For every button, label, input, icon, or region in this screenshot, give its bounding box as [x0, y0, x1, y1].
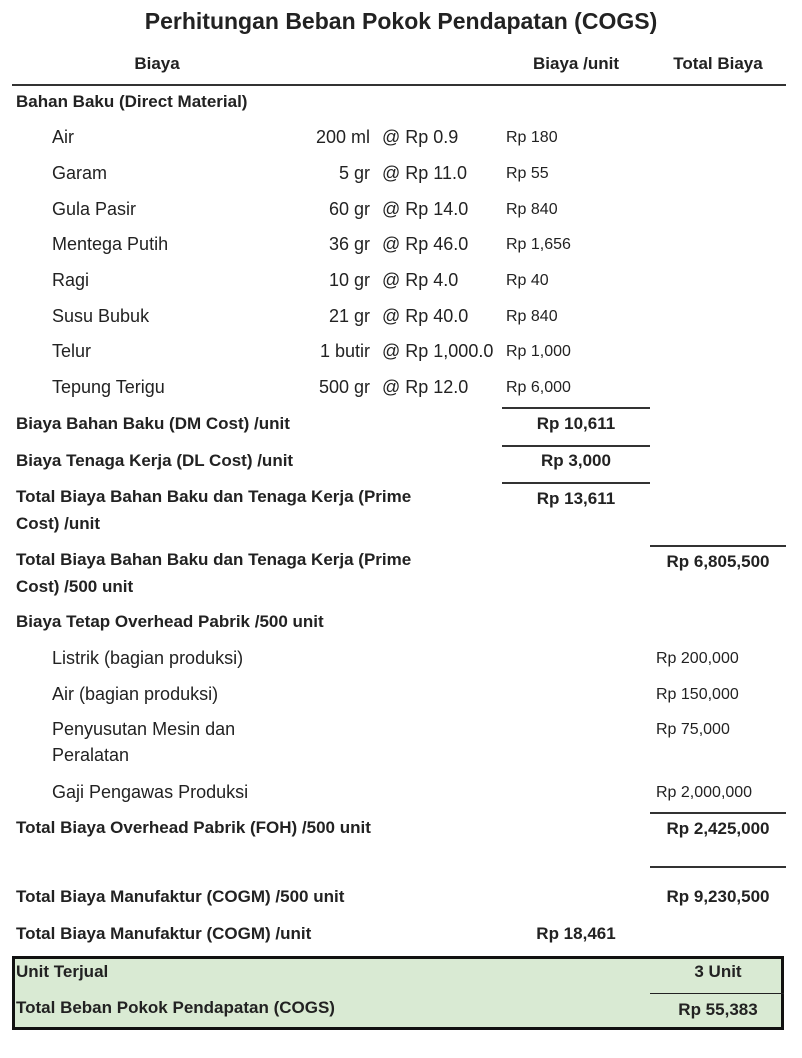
- dm-item-name: Mentega Putih: [52, 234, 169, 254]
- prime-unit-label-line2: Cost) /unit: [16, 514, 101, 533]
- foh-item-name-line1: Penyusutan Mesin dan: [52, 719, 236, 739]
- header-divider: [12, 84, 786, 86]
- foh-total-value: Rp 2,425,000: [666, 819, 770, 838]
- prime-500-line: [650, 545, 786, 547]
- dm-item-qty: 500 gr: [318, 377, 370, 397]
- dm-item-name: Gula Pasir: [52, 199, 137, 219]
- dm-cost-line: [502, 445, 650, 447]
- dm-item-name: Tepung Terigu: [52, 377, 165, 397]
- cogs-value: Rp 55,383: [678, 1000, 758, 1019]
- section-foh: Biaya Tetap Overhead Pabrik /500 unit: [16, 612, 324, 631]
- dm-item-name: Garam: [52, 163, 108, 183]
- foh-item-name-line2: Peralatan: [52, 745, 130, 765]
- unit-sold-value: 3 Unit: [694, 962, 742, 981]
- dm-item-qty: 5 gr: [338, 163, 370, 183]
- dm-item-name: Telur: [52, 341, 92, 361]
- dm-item-qty: 1 butir: [319, 341, 370, 361]
- foh-item-name: Gaji Pengawas Produksi: [52, 782, 249, 802]
- dl-cost-value: Rp 3,000: [541, 451, 611, 470]
- dm-item-qty: 60 gr: [328, 199, 370, 219]
- header-biaya-unit: Biaya /unit: [533, 54, 619, 73]
- dm-item-price: @ Rp 46.0: [382, 234, 469, 254]
- summary-inner-line: [650, 993, 784, 994]
- dm-item-cost: Rp 180: [506, 129, 558, 146]
- dm-item-cost: Rp 1,000: [506, 343, 571, 360]
- dm-cost-label: Biaya Bahan Baku (DM Cost) /unit: [16, 414, 290, 433]
- dm-sum-line: [502, 407, 650, 409]
- cogm-unit-value: Rp 18,461: [536, 924, 616, 943]
- dm-cost-value: Rp 10,611: [536, 414, 616, 433]
- header-biaya: Biaya: [134, 54, 180, 73]
- dm-item-price: @ Rp 4.0: [382, 270, 459, 290]
- dm-item-qty: 10 gr: [328, 270, 370, 290]
- dm-item-name: Ragi: [52, 270, 90, 290]
- foh-total-label: Total Biaya Overhead Pabrik (FOH) /500 unit: [16, 818, 371, 837]
- dm-item-price: @ Rp 1,000.0: [382, 341, 494, 361]
- dm-item-cost: Rp 6,000: [506, 379, 571, 396]
- cogm-unit-label: Total Biaya Manufaktur (COGM) /unit: [16, 924, 312, 943]
- foh-sum-line: [650, 812, 786, 814]
- dm-item-cost: Rp 40: [506, 272, 549, 289]
- dm-item-cost: Rp 840: [506, 201, 558, 218]
- cogm-500-label: Total Biaya Manufaktur (COGM) /500 unit: [16, 887, 345, 906]
- dm-item-price: @ Rp 12.0: [382, 377, 469, 397]
- prime-unit-value: Rp 13,611: [536, 489, 616, 508]
- dm-item-cost: Rp 55: [506, 165, 549, 182]
- foh-item-cost: Rp 200,000: [656, 650, 739, 667]
- dm-item-price: @ Rp 11.0: [382, 163, 467, 183]
- dl-cost-line: [502, 482, 650, 484]
- unit-sold-label: Unit Terjual: [16, 962, 109, 981]
- foh-item-cost: Rp 150,000: [656, 686, 739, 703]
- dm-item-name: Air: [52, 127, 74, 147]
- dm-item-name: Susu Bubuk: [52, 306, 150, 326]
- cogs-label: Total Beban Pokok Pendapatan (COGS): [16, 998, 335, 1017]
- dm-item-qty: 200 ml: [315, 127, 370, 147]
- foh-item-cost: Rp 75,000: [656, 721, 730, 738]
- dm-item-qty: 36 gr: [328, 234, 370, 254]
- foh-item-cost: Rp 2,000,000: [656, 784, 753, 801]
- dm-item-cost: Rp 840: [506, 308, 558, 325]
- dm-item-price: @ Rp 40.0: [382, 306, 469, 326]
- prime-500-label-line1: Total Biaya Bahan Baku dan Tenaga Kerja (Prime: [16, 550, 412, 569]
- foh-total-line: [650, 866, 786, 868]
- foh-item-name: Listrik (bagian produksi): [52, 648, 244, 668]
- dm-item-qty: 21 gr: [328, 306, 370, 326]
- header-total-biaya: Total Biaya: [673, 54, 763, 73]
- dm-item-price: @ Rp 0.9: [382, 127, 459, 147]
- cogm-500-value: Rp 9,230,500: [666, 887, 770, 906]
- page-title: Perhitungan Beban Pokok Pendapatan (COGS): [144, 8, 658, 34]
- dl-cost-label: Biaya Tenaga Kerja (DL Cost) /unit: [16, 451, 294, 470]
- dm-item-cost: Rp 1,656: [506, 236, 571, 253]
- section-direct-material: Bahan Baku (Direct Material): [16, 92, 248, 111]
- foh-item-name: Air (bagian produksi): [52, 684, 219, 704]
- dm-item-price: @ Rp 14.0: [382, 199, 469, 219]
- prime-unit-label-line1: Total Biaya Bahan Baku dan Tenaga Kerja (Prime: [16, 487, 412, 506]
- prime-500-value: Rp 6,805,500: [666, 552, 770, 571]
- prime-500-label-line2: Cost) /500 unit: [16, 577, 134, 596]
